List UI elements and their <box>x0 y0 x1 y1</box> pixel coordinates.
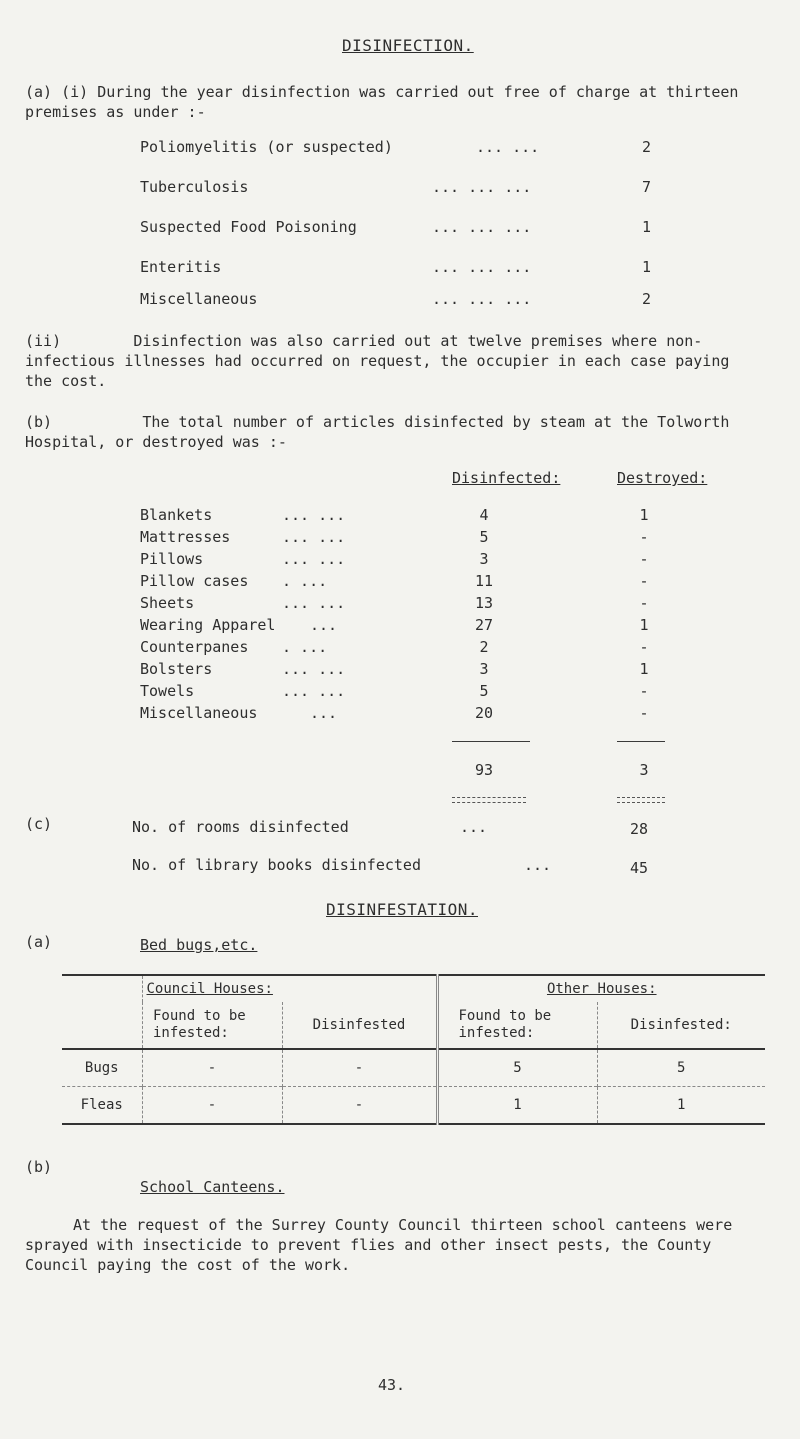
dot-leader: ... ... ... <box>432 218 532 236</box>
article-name: Pillows <box>140 550 204 568</box>
disinfection-title: DISINFECTION. <box>342 36 474 55</box>
dot-leader: ... <box>460 818 488 836</box>
table-header-row <box>62 975 765 1002</box>
disinfected-value: 4 <box>479 506 489 524</box>
disinfected-value: 13 <box>474 594 494 612</box>
illness-name: Enteritis <box>140 258 222 276</box>
article-name: Towels <box>140 682 195 700</box>
disinfestation-title: DISINFESTATION. <box>326 900 478 919</box>
disinfected-value: 5 <box>479 682 489 700</box>
illness-name: Poliomyelitis (or suspected) <box>140 138 393 156</box>
other-found-header <box>437 1002 597 1049</box>
illness-count: 2 <box>642 138 652 156</box>
dot-leader: ... ... ... <box>432 178 532 196</box>
dot-leader: ... ... <box>282 550 346 568</box>
illness-count: 1 <box>642 258 652 276</box>
destroyed-value: - <box>639 550 649 568</box>
other-disinfested-header <box>597 1002 765 1049</box>
section-a-i <box>25 82 755 122</box>
other-found-value: 1 <box>437 1087 597 1125</box>
dot-leader: ... ... ... <box>432 258 532 276</box>
infestation-table <box>62 974 765 1125</box>
other-found-label: Found to be infested: <box>458 1008 552 1041</box>
school-canteens-heading: School Canteens. <box>140 1178 285 1196</box>
section-a-ii <box>25 331 755 391</box>
article-name: Bolsters <box>140 660 213 678</box>
dot-leader: ... ... <box>476 138 540 156</box>
total-disinfected: 93 <box>474 761 494 779</box>
illness-name: Tuberculosis <box>140 178 249 196</box>
article-name: Blankets <box>140 506 213 524</box>
destroyed-value: 1 <box>639 616 649 634</box>
dot-leader: ... <box>524 856 552 874</box>
table-row <box>62 1087 765 1125</box>
books-label: No. of library books disinfected <box>132 856 421 874</box>
row-label: Fleas <box>62 1087 142 1125</box>
article-name: Counterpanes <box>140 638 249 656</box>
illness-count: 7 <box>642 178 652 196</box>
other-disinfested-value: 1 <box>597 1087 765 1125</box>
council-disinfested-label: Disinfested <box>312 1017 406 1033</box>
col-destroyed-header: Destroyed: <box>617 469 708 487</box>
destroyed-value: - <box>639 638 649 656</box>
disinfected-value: 3 <box>479 660 489 678</box>
dot-leader: ... <box>310 616 338 634</box>
destroyed-value: - <box>639 594 649 612</box>
destroyed-value: - <box>639 682 649 700</box>
article-name: Sheets <box>140 594 195 612</box>
corner-cell <box>62 1002 142 1049</box>
destroyed-value: - <box>639 704 649 722</box>
double-rule-disinfected <box>452 797 526 803</box>
other-houses-label: Other Houses: <box>546 981 657 997</box>
books-value: 45 <box>630 859 649 877</box>
illness-name: Suspected Food Poisoning <box>140 218 357 236</box>
illness-count: 2 <box>642 290 652 308</box>
destroyed-value: 1 <box>639 660 649 678</box>
rooms-value: 28 <box>630 820 649 838</box>
dot-leader: ... <box>310 704 338 722</box>
dot-leader: . ... <box>282 572 328 590</box>
total-rule-destroyed <box>617 741 665 742</box>
council-disinfested-header <box>282 1002 437 1049</box>
other-disinfested-label: Disinfested: <box>630 1017 732 1033</box>
rooms-label: No. of rooms disinfected <box>132 818 349 836</box>
page-number: 43. <box>378 1376 406 1394</box>
dot-leader: ... ... <box>282 682 346 700</box>
corner-cell <box>62 975 142 1002</box>
illness-name: Miscellaneous <box>140 290 258 308</box>
double-rule-destroyed <box>617 797 665 803</box>
school-canteens-text: At the request of the Surrey County Council thirteen school canteens were sprayed with insecticide to prevent flies and other insect pests, the County Council paying the cost of the work. <box>25 1216 733 1274</box>
disinfected-value: 2 <box>479 638 489 656</box>
article-name: Miscellaneous <box>140 704 258 722</box>
dot-leader: ... ... <box>282 594 346 612</box>
section-b <box>25 412 755 452</box>
article-name: Pillow cases <box>140 572 249 590</box>
bed-bugs-heading: Bed bugs,etc. <box>140 936 258 954</box>
total-rule-disinfected <box>452 741 530 742</box>
row-label: Bugs <box>62 1049 142 1087</box>
destroyed-value: 1 <box>639 506 649 524</box>
section-b-text: The total number of articles disinfected by steam at the Tolworth Hospital, or destroyed was :- <box>25 413 730 451</box>
dot-leader: ... ... <box>282 506 346 524</box>
destroyed-value: - <box>639 572 649 590</box>
disinfected-value: 27 <box>474 616 494 634</box>
dot-leader: . ... <box>282 638 328 656</box>
council-found-header <box>142 1002 282 1049</box>
destroyed-value: - <box>639 528 649 546</box>
section-a-ii-label: (ii) <box>25 332 62 350</box>
article-name: Wearing Apparel <box>140 616 276 634</box>
section-a-ii-text: Disinfection was also carried out at twelve premises where non-infectious illnesses had occurred on request, the occupier in each case paying the cost. <box>25 332 730 390</box>
other-houses-header <box>437 975 765 1002</box>
table-subheader-row <box>62 1002 765 1049</box>
disinfected-value: 20 <box>474 704 494 722</box>
council-houses-label: Council Houses: <box>146 981 273 997</box>
dot-leader: ... ... ... <box>432 290 532 308</box>
other-disinfested-value: 5 <box>597 1049 765 1087</box>
section-a-i-text: (i) During the year disinfection was carried out free of charge at thirteen premises as under :- <box>25 83 739 121</box>
total-destroyed: 3 <box>639 761 649 779</box>
illness-count: 1 <box>642 218 652 236</box>
other-found-value: 5 <box>437 1049 597 1087</box>
disinfected-value: 11 <box>474 572 494 590</box>
council-disinfested-value: - <box>282 1049 437 1087</box>
dot-leader: ... ... <box>282 528 346 546</box>
disinfestation-b-label: (b) <box>25 1158 53 1176</box>
article-name: Mattresses <box>140 528 231 546</box>
council-found-value: - <box>142 1049 282 1087</box>
dot-leader: ... ... <box>282 660 346 678</box>
disinfestation-a-label: (a) <box>25 933 53 951</box>
council-disinfested-value: - <box>282 1087 437 1125</box>
council-found-value: - <box>142 1087 282 1125</box>
disinfected-value: 3 <box>479 550 489 568</box>
council-found-label: Found to be infested: <box>153 1008 246 1041</box>
council-houses-header <box>142 975 437 1002</box>
section-a-label: (a) <box>25 83 53 101</box>
disinfected-value: 5 <box>479 528 489 546</box>
section-b-label: (b) <box>25 413 53 431</box>
section-c-label: (c) <box>25 815 53 833</box>
table-row <box>62 1049 765 1087</box>
col-disinfected-header: Disinfected: <box>452 469 561 487</box>
